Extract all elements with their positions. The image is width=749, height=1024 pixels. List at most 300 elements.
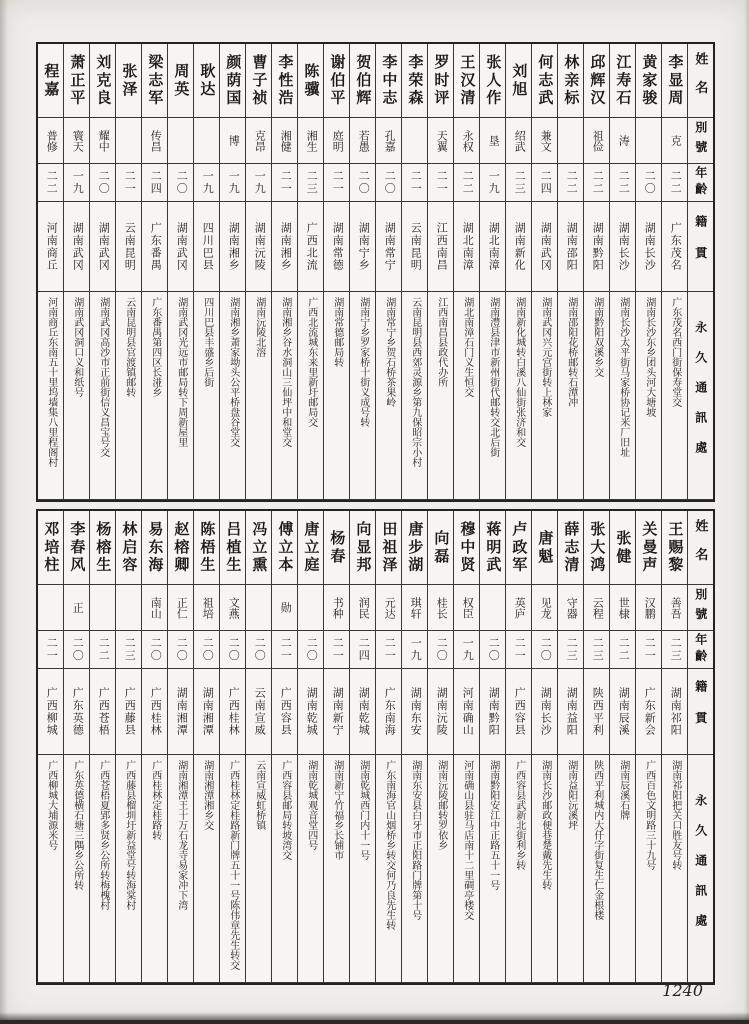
person-name-text: 邓培柱 xyxy=(42,520,60,575)
person-name xyxy=(116,44,141,118)
person-alias xyxy=(610,118,635,164)
person-age xyxy=(38,164,63,202)
person-address-text: 湖南黔阳安江中正路五十一号 xyxy=(487,760,499,890)
person-alias-text: 正仁 xyxy=(175,596,188,619)
header-native-text: 籍貫 xyxy=(693,680,708,743)
person-name xyxy=(532,511,557,585)
person-name xyxy=(272,44,297,118)
person-age xyxy=(298,164,323,202)
person-address xyxy=(402,292,427,500)
person-age xyxy=(532,164,557,202)
person-alias-text: 权臣 xyxy=(461,596,474,619)
person-address xyxy=(532,292,557,500)
person-age-text: 二〇 xyxy=(253,637,266,662)
person-alias-text: 绍武 xyxy=(513,129,526,152)
person-name-text: 李显周 xyxy=(666,53,684,108)
person-native xyxy=(402,669,427,755)
person-name xyxy=(220,44,245,118)
person-age xyxy=(220,631,245,669)
person-native xyxy=(558,202,583,292)
header-alias-text: 別號 xyxy=(693,588,708,627)
person-column xyxy=(63,44,89,500)
person-name xyxy=(558,511,583,585)
person-address xyxy=(428,292,453,500)
person-native-text: 湖南长沙 xyxy=(643,221,656,272)
person-age xyxy=(558,631,583,669)
header-age xyxy=(688,631,713,669)
person-native xyxy=(246,669,271,755)
header-alias-text: 別號 xyxy=(693,121,708,160)
person-address xyxy=(376,292,401,500)
registry-table-bottom xyxy=(36,509,715,985)
person-name-text: 刘旭 xyxy=(510,62,528,99)
person-alias-text: 垦 xyxy=(487,135,500,146)
person-native xyxy=(38,669,63,755)
person-native-text: 广西藤县 xyxy=(123,686,136,737)
person-name-text: 陈骥 xyxy=(302,62,320,99)
person-alias-text: 桂长 xyxy=(435,596,448,619)
person-address xyxy=(116,755,141,983)
person-native xyxy=(272,202,297,292)
person-alias xyxy=(636,118,661,164)
header-native-text: 籍貫 xyxy=(693,215,708,278)
person-address-text: 湖南新化城转白溪八仙街张济和交 xyxy=(513,297,525,447)
person-native xyxy=(480,669,505,755)
person-alias-text: 克昂 xyxy=(253,129,266,152)
person-name xyxy=(90,511,115,585)
person-address xyxy=(584,755,609,983)
person-alias-text: 耀中 xyxy=(97,129,110,152)
person-alias xyxy=(168,118,193,164)
person-age xyxy=(168,631,193,669)
person-address-text: 湖南长沙太平街马家桥协记米厂旧址 xyxy=(617,297,629,457)
person-alias xyxy=(116,585,141,631)
person-native-text: 湖北南漳 xyxy=(487,221,500,272)
person-age xyxy=(324,164,349,202)
person-native-text: 广西桂林 xyxy=(227,686,240,737)
person-address xyxy=(584,292,609,500)
person-native xyxy=(350,202,375,292)
person-age xyxy=(532,631,557,669)
person-column xyxy=(427,44,453,500)
person-name xyxy=(168,44,193,118)
person-age xyxy=(90,631,115,669)
person-address-text: 广东茂名西门街保寿堂交 xyxy=(669,297,681,407)
person-name xyxy=(584,44,609,118)
person-age-text: 二一 xyxy=(383,637,396,662)
person-name-text: 张大鸿 xyxy=(588,520,606,575)
person-name xyxy=(194,511,219,585)
person-age-text: 二三 xyxy=(305,170,318,195)
person-native xyxy=(376,202,401,292)
person-column xyxy=(609,44,635,500)
person-column xyxy=(193,511,219,983)
person-alias xyxy=(662,118,687,164)
person-name-text: 傅立本 xyxy=(276,520,294,575)
person-alias xyxy=(194,585,219,631)
person-age xyxy=(454,164,479,202)
person-age-text: 二一 xyxy=(279,637,292,662)
person-alias xyxy=(64,118,89,164)
person-column xyxy=(141,44,167,500)
person-native-text: 湖南宁乡 xyxy=(357,221,370,272)
person-alias xyxy=(402,118,427,164)
person-native-text: 湖南乾城 xyxy=(357,686,370,737)
person-name-text: 曹子祯 xyxy=(250,53,268,108)
person-age xyxy=(194,164,219,202)
person-alias xyxy=(168,585,193,631)
person-column xyxy=(297,44,323,500)
person-alias xyxy=(584,585,609,631)
person-column xyxy=(635,44,661,500)
person-alias-text: 云程 xyxy=(591,596,604,619)
person-age xyxy=(350,631,375,669)
person-alias xyxy=(142,118,167,164)
header-alias xyxy=(688,118,713,164)
person-column xyxy=(271,44,297,500)
person-address-text: 湖南新宁竹福乡长铺市 xyxy=(331,760,343,860)
person-age xyxy=(298,631,323,669)
person-native-text: 广东番禺 xyxy=(149,221,162,272)
person-address-text: 河南确山县驻马店南十二里碉亭楼交 xyxy=(461,760,473,920)
person-address-text: 湖南武冈洞口义和纸号 xyxy=(71,297,83,397)
person-alias xyxy=(272,118,297,164)
person-native-text: 湖南湘乡 xyxy=(227,221,240,272)
person-age-text: 二二 xyxy=(45,170,58,195)
person-address xyxy=(142,292,167,500)
person-column xyxy=(89,511,115,983)
person-name xyxy=(610,511,635,585)
person-age-text: 二一 xyxy=(331,170,344,195)
person-native xyxy=(64,669,89,755)
person-address-text: 广西苍梧夏郢多贤乡公所转梅槐村 xyxy=(97,760,109,910)
person-column xyxy=(453,44,479,500)
person-address-text: 湖南湘乡谷水洞山三仙坪中和堂交 xyxy=(279,297,291,447)
person-column xyxy=(401,44,427,500)
person-age xyxy=(142,164,167,202)
person-alias-text: 寰天 xyxy=(71,129,84,152)
person-age-text: 二一 xyxy=(643,637,656,662)
header-native xyxy=(688,202,713,292)
person-address-text: 湖南武冈光远市邮局转下周新屋里 xyxy=(175,297,187,447)
header-name xyxy=(688,44,713,118)
person-alias xyxy=(246,585,271,631)
person-age-text: 二四 xyxy=(357,637,370,662)
person-native-text: 河南商丘 xyxy=(45,221,58,272)
person-native-text: 河南确山 xyxy=(461,686,474,737)
person-age xyxy=(246,164,271,202)
person-name-text: 唐魁 xyxy=(536,529,554,566)
person-column xyxy=(349,511,375,983)
person-native-text: 湖南邵阳 xyxy=(565,221,578,272)
person-name xyxy=(64,511,89,585)
person-name xyxy=(610,44,635,118)
person-name xyxy=(636,44,661,118)
person-alias xyxy=(272,585,297,631)
person-native-text: 云南昆明 xyxy=(409,221,422,272)
person-address xyxy=(662,292,687,500)
person-native xyxy=(454,202,479,292)
person-alias xyxy=(480,118,505,164)
person-native xyxy=(610,669,635,755)
person-address xyxy=(298,755,323,983)
person-age-text: 二一 xyxy=(123,170,136,195)
person-age-text: 二二 xyxy=(565,170,578,195)
person-address xyxy=(246,292,271,500)
person-address-text: 陕西平利城内大仟字街复生仁金根楼 xyxy=(591,760,603,920)
person-address-text: 广西百色文明路三十九号 xyxy=(643,760,655,870)
person-native xyxy=(194,669,219,755)
scan-edge-left xyxy=(0,0,8,1024)
header-name xyxy=(688,511,713,585)
person-address-text: 广西柳城大埔源米号 xyxy=(45,760,57,850)
person-native-text: 广西北流 xyxy=(305,221,318,272)
person-column xyxy=(557,511,583,983)
person-address-text: 湖南祁阳把关口胜友号转 xyxy=(669,760,681,870)
person-column xyxy=(271,511,297,983)
person-native xyxy=(64,202,89,292)
person-column xyxy=(609,511,635,983)
person-column xyxy=(583,511,609,983)
person-address-text: 湖南乾城西门内十一号 xyxy=(357,760,369,860)
person-alias xyxy=(90,585,115,631)
person-address-text: 湖南沅陵北溶 xyxy=(253,297,265,357)
person-name xyxy=(142,511,167,585)
person-name-text: 李荣森 xyxy=(406,53,424,108)
person-age xyxy=(454,631,479,669)
person-name xyxy=(454,511,479,585)
person-name xyxy=(376,44,401,118)
person-address xyxy=(220,292,245,500)
person-alias xyxy=(610,585,635,631)
person-name-text: 田祖泽 xyxy=(380,520,398,575)
person-name-text: 杨榕生 xyxy=(94,520,112,575)
person-age-text: 二〇 xyxy=(435,637,448,662)
person-native xyxy=(324,202,349,292)
person-alias xyxy=(532,118,557,164)
person-address-text: 云南宣威虹桥镇 xyxy=(253,760,265,830)
person-native xyxy=(636,669,661,755)
person-age xyxy=(272,164,297,202)
person-name xyxy=(532,44,557,118)
person-name xyxy=(38,511,63,585)
person-native xyxy=(532,202,557,292)
person-native-text: 湖北南漳 xyxy=(461,221,474,272)
person-age-text: 一九 xyxy=(487,170,500,195)
person-age-text: 二二 xyxy=(617,170,630,195)
person-age xyxy=(116,631,141,669)
person-name-text: 薛志清 xyxy=(562,520,580,575)
person-age-text: 一九 xyxy=(461,637,474,662)
person-address xyxy=(272,755,297,983)
person-name xyxy=(220,511,245,585)
person-alias xyxy=(558,585,583,631)
person-column xyxy=(115,511,141,983)
person-native xyxy=(142,202,167,292)
person-column xyxy=(89,44,115,500)
person-age xyxy=(636,164,661,202)
person-alias-text: 庭明 xyxy=(331,129,344,152)
person-address-text: 湖南邵阳花桥邮转石潭冲 xyxy=(565,297,577,407)
person-column xyxy=(479,511,505,983)
person-alias-text: 克 xyxy=(669,135,682,146)
person-address-text: 湖南宁乡罗家桥十街义成号转 xyxy=(357,297,369,427)
person-name xyxy=(506,511,531,585)
person-age-text: 二三 xyxy=(123,637,136,662)
person-age-text: 二二 xyxy=(617,637,630,662)
person-alias-text: 祖俭 xyxy=(591,129,604,152)
person-age xyxy=(558,164,583,202)
person-address xyxy=(480,755,505,983)
person-name-text: 赵榕卿 xyxy=(172,520,190,575)
person-age xyxy=(584,164,609,202)
person-age xyxy=(506,631,531,669)
person-address xyxy=(324,755,349,983)
person-address xyxy=(38,755,63,983)
person-name xyxy=(90,44,115,118)
person-alias xyxy=(298,585,323,631)
person-address xyxy=(480,292,505,500)
header-address-text: 永久通訊處 xyxy=(693,320,708,471)
person-address xyxy=(454,755,479,983)
registry-content xyxy=(36,42,715,985)
person-address xyxy=(636,755,661,983)
person-address-text: 江西南昌县政代办所 xyxy=(435,297,447,387)
person-name-text: 穆中贤 xyxy=(458,520,476,575)
person-alias xyxy=(376,118,401,164)
person-native-text: 湖南长沙 xyxy=(617,221,630,272)
person-name xyxy=(298,511,323,585)
person-name-text: 耿达 xyxy=(198,62,216,99)
person-native-text: 广东南海 xyxy=(383,686,396,737)
person-native-text: 湖南黔阳 xyxy=(591,221,604,272)
person-name-text: 林亲标 xyxy=(562,53,580,108)
person-age xyxy=(662,164,687,202)
person-address-text: 湖南湘潭王十万石龙寺易家冲下湾 xyxy=(175,760,187,910)
person-column xyxy=(141,511,167,983)
person-native-text: 江西南昌 xyxy=(435,221,448,272)
person-age xyxy=(116,164,141,202)
person-age-text: 一九 xyxy=(227,170,240,195)
person-address xyxy=(246,755,271,983)
person-alias xyxy=(90,118,115,164)
person-column xyxy=(63,511,89,983)
person-native-text: 湖南常宁 xyxy=(383,221,396,272)
person-alias-text: 湘健 xyxy=(279,129,292,152)
person-alias xyxy=(480,585,505,631)
person-age xyxy=(220,164,245,202)
person-native xyxy=(194,202,219,292)
person-name xyxy=(480,44,505,118)
person-address-text: 湖南湘乡萧家坳头公平桥盘谷堂交 xyxy=(227,297,239,447)
person-name xyxy=(402,511,427,585)
person-alias-text: 博 xyxy=(227,135,240,146)
person-alias xyxy=(298,118,323,164)
person-native xyxy=(298,669,323,755)
person-address xyxy=(506,292,531,500)
person-address xyxy=(376,755,401,983)
person-column xyxy=(167,511,193,983)
person-native xyxy=(584,669,609,755)
person-address-text: 湖南长沙东乡团头河大塘坡 xyxy=(643,297,655,417)
person-alias xyxy=(142,585,167,631)
person-native-text: 湖南乾城 xyxy=(305,686,318,737)
person-address xyxy=(168,755,193,983)
person-native-text: 湖南湘潭 xyxy=(201,686,214,737)
person-alias-text: 若愚 xyxy=(357,129,370,152)
person-age xyxy=(64,631,89,669)
person-address xyxy=(90,292,115,500)
person-age-text: 一九 xyxy=(409,637,422,662)
person-native xyxy=(558,669,583,755)
person-age xyxy=(38,631,63,669)
person-native-text: 广西容县 xyxy=(513,686,526,737)
person-name xyxy=(558,44,583,118)
person-column xyxy=(115,44,141,500)
person-native-text: 广东茂名 xyxy=(669,221,682,272)
person-address-text: 湖南乾城观音堂四号 xyxy=(305,760,317,850)
person-age-text: 二三 xyxy=(565,637,578,662)
person-native xyxy=(168,202,193,292)
person-alias xyxy=(376,585,401,631)
person-native-text: 湖南辰溪 xyxy=(617,686,630,737)
person-column xyxy=(38,44,63,500)
person-age-text: 二一 xyxy=(409,170,422,195)
person-address xyxy=(64,755,89,983)
person-age-text: 二〇 xyxy=(97,170,110,195)
person-native-text: 湖南东安 xyxy=(409,686,422,737)
person-name xyxy=(636,511,661,585)
person-age-text: 二二 xyxy=(591,170,604,195)
person-age-text: 二〇 xyxy=(71,637,84,662)
person-age-text: 二一 xyxy=(435,170,448,195)
person-alias xyxy=(324,585,349,631)
person-age-text: 二三 xyxy=(669,637,682,662)
person-age-text: 二二 xyxy=(461,170,474,195)
person-name-text: 贺伯辉 xyxy=(354,53,372,108)
person-column xyxy=(219,44,245,500)
person-age-text: 一九 xyxy=(201,170,214,195)
person-name xyxy=(584,511,609,585)
header-column xyxy=(687,44,713,500)
person-name-text: 张健 xyxy=(614,529,632,566)
person-alias-text: 涛 xyxy=(617,135,630,146)
person-age xyxy=(376,631,401,669)
person-age-text: 二二 xyxy=(669,170,682,195)
person-address-text: 湖南常宁乡贺石桥茶果岭 xyxy=(383,297,395,407)
person-address-text: 广东英德横石塘三隅乡公所转 xyxy=(71,760,83,890)
person-native xyxy=(428,669,453,755)
person-native-text: 湖南武冈 xyxy=(97,221,110,272)
person-native-text: 云南昆明 xyxy=(123,221,136,272)
person-age-text: 二四 xyxy=(149,170,162,195)
header-address xyxy=(688,292,713,500)
person-address-text: 湖南常德邮局转 xyxy=(331,297,343,367)
person-name xyxy=(428,511,453,585)
person-column xyxy=(661,44,687,500)
person-address-text: 湖南益阳沅溪坪 xyxy=(565,760,577,830)
person-address xyxy=(558,755,583,983)
person-name xyxy=(324,44,349,118)
person-alias-text: 天翼 xyxy=(435,129,448,152)
person-age xyxy=(610,631,635,669)
person-native-text: 广东英德 xyxy=(71,686,84,737)
person-native-text: 湖南长沙 xyxy=(539,686,552,737)
person-age-text: 二〇 xyxy=(175,170,188,195)
person-address xyxy=(610,292,635,500)
person-column xyxy=(531,511,557,983)
person-age-text: 二一 xyxy=(279,170,292,195)
